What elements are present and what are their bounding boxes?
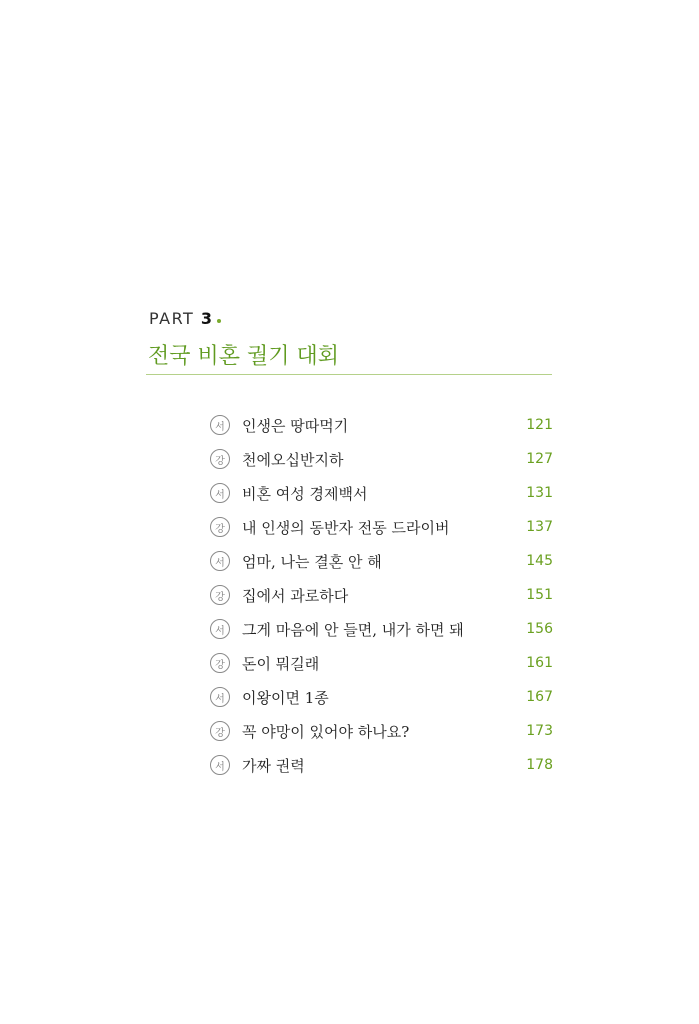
toc-list xyxy=(210,408,553,782)
part-dot xyxy=(217,319,221,323)
toc-entry[interactable] xyxy=(210,408,553,442)
toc-entry-page: 173 xyxy=(526,723,553,739)
toc-entry-page: 167 xyxy=(526,689,553,705)
toc-entry-page: 161 xyxy=(526,655,553,671)
author-badge: 서 xyxy=(210,483,230,503)
toc-entry[interactable] xyxy=(210,476,553,510)
author-badge: 서 xyxy=(210,755,230,775)
toc-entry[interactable] xyxy=(210,578,553,612)
toc-entry-title: 천에오십반지하 xyxy=(242,450,344,469)
toc-entry[interactable] xyxy=(210,442,553,476)
toc-entry[interactable] xyxy=(210,680,553,714)
toc-entry-page: 121 xyxy=(526,417,553,433)
toc-entry-title: 비혼 여성 경제백서 xyxy=(242,484,368,503)
toc-entry-page: 156 xyxy=(526,621,553,637)
author-badge: 서 xyxy=(210,415,230,435)
toc-entry-title: 인생은 땅따먹기 xyxy=(242,416,349,435)
toc-entry[interactable] xyxy=(210,748,553,782)
part-number: 3 xyxy=(200,309,213,328)
toc-entry[interactable] xyxy=(210,714,553,748)
toc-entry-page: 131 xyxy=(526,485,553,501)
part-label-text: PART xyxy=(149,309,195,328)
part-title: 전국 비혼 궐기 대회 xyxy=(148,344,339,369)
author-badge: 강 xyxy=(210,721,230,741)
author-badge: 서 xyxy=(210,619,230,639)
toc-entry[interactable] xyxy=(210,510,553,544)
author-badge: 서 xyxy=(210,687,230,707)
toc-entry-title: 엄마, 나는 결혼 안 해 xyxy=(242,552,382,571)
toc-entry-page: 137 xyxy=(526,519,553,535)
toc-entry[interactable] xyxy=(210,646,553,680)
author-badge: 강 xyxy=(210,517,230,537)
toc-entry-page: 127 xyxy=(526,451,553,467)
toc-entry-title: 가짜 권력 xyxy=(242,756,305,775)
author-badge: 서 xyxy=(210,551,230,571)
toc-entry-page: 178 xyxy=(526,757,553,773)
author-badge: 강 xyxy=(210,449,230,469)
toc-entry-title: 꼭 야망이 있어야 하나요? xyxy=(242,722,410,741)
toc-entry-title: 내 인생의 동반자 전동 드라이버 xyxy=(242,518,450,537)
toc-entry-page: 145 xyxy=(526,553,553,569)
toc-entry-page: 151 xyxy=(526,587,553,603)
author-badge: 강 xyxy=(210,653,230,673)
toc-entry[interactable] xyxy=(210,612,553,646)
toc-entry-title: 이왕이면 1종 xyxy=(242,688,329,707)
title-divider xyxy=(146,374,552,375)
toc-entry[interactable] xyxy=(210,544,553,578)
toc-entry-title: 그게 마음에 안 들면, 내가 하면 돼 xyxy=(242,620,464,639)
part-label xyxy=(149,309,221,328)
toc-entry-title: 돈이 뭐길래 xyxy=(242,654,320,673)
toc-entry-title: 집에서 과로하다 xyxy=(242,586,349,605)
author-badge: 강 xyxy=(210,585,230,605)
